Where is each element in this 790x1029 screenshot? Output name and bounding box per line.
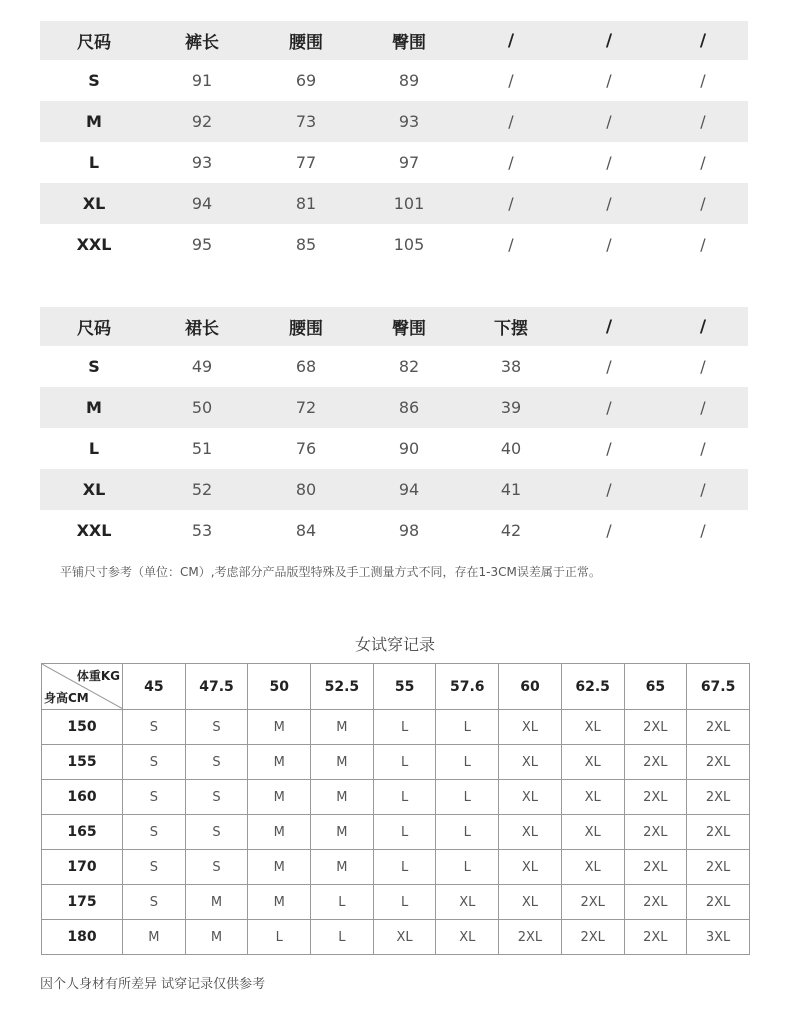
pants-value-cell: 105 xyxy=(393,235,425,254)
pants-value-cell: 77 xyxy=(295,153,317,172)
pants-size-cell: XXL xyxy=(76,235,112,254)
fit-size-cell: XL xyxy=(561,745,624,780)
skirt-value-cell: 53 xyxy=(191,521,213,540)
pants-header-row xyxy=(40,21,748,60)
fit-size-cell: L xyxy=(436,850,499,885)
skirt-size-table xyxy=(40,307,748,551)
fit-size-cell: 2XL xyxy=(499,920,562,955)
fit-size-cell: S xyxy=(185,815,248,850)
fit-record-row xyxy=(42,710,750,745)
fit-size-cell: M xyxy=(248,780,311,815)
fit-size-cell: L xyxy=(373,850,436,885)
fit-size-cell: 2XL xyxy=(624,885,687,920)
fit-record-header-row xyxy=(42,664,750,710)
fit-size-cell: XL xyxy=(499,780,562,815)
pants-value-cell: 95 xyxy=(191,235,213,254)
pants-size-cell: XL xyxy=(82,194,106,213)
fit-size-cell: M xyxy=(248,850,311,885)
pants-value-cell: / xyxy=(606,194,612,213)
fit-size-cell: S xyxy=(185,850,248,885)
pants-value-cell: / xyxy=(606,153,612,172)
pants-header-cell: 臀围 xyxy=(392,33,426,53)
fit-size-cell: L xyxy=(373,815,436,850)
pants-value-cell: 97 xyxy=(398,153,420,172)
fit-size-cell: XL xyxy=(499,745,562,780)
skirt-value-cell: / xyxy=(700,439,706,458)
skirt-value-cell: 52 xyxy=(191,480,213,499)
fit-size-cell: S xyxy=(123,850,186,885)
pants-header-cell: 裤长 xyxy=(185,33,219,53)
skirt-size-cell: XXL xyxy=(76,521,112,540)
fit-size-cell: L xyxy=(436,710,499,745)
skirt-row xyxy=(40,428,748,469)
skirt-header-cell: / xyxy=(605,316,613,337)
skirt-value-cell: / xyxy=(700,521,706,540)
pants-value-cell: 85 xyxy=(295,235,317,254)
fit-size-cell: XL xyxy=(499,850,562,885)
height-cell: 175 xyxy=(42,885,123,920)
fit-record-row xyxy=(42,885,750,920)
fit-size-cell: L xyxy=(436,745,499,780)
fit-size-cell: 2XL xyxy=(561,920,624,955)
skirt-value-cell: 50 xyxy=(191,398,213,417)
pants-row xyxy=(40,142,748,183)
pants-value-cell: 93 xyxy=(398,112,420,131)
fit-size-cell: 2XL xyxy=(624,815,687,850)
skirt-value-cell: 41 xyxy=(500,480,522,499)
pants-value-cell: / xyxy=(700,194,706,213)
pants-value-cell: / xyxy=(700,153,706,172)
weight-header-cell: 50 xyxy=(248,664,311,710)
pants-value-cell: 81 xyxy=(295,194,317,213)
height-cell: 155 xyxy=(42,745,123,780)
skirt-value-cell: / xyxy=(606,357,612,376)
skirt-header-cell: / xyxy=(699,316,707,337)
fit-size-cell: XL xyxy=(561,815,624,850)
skirt-value-cell: / xyxy=(606,480,612,499)
fit-size-cell: M xyxy=(123,920,186,955)
skirt-header-cell: 裙长 xyxy=(185,319,219,339)
fit-size-cell: M xyxy=(248,710,311,745)
pants-value-cell: 73 xyxy=(295,112,317,131)
weight-header-cell: 47.5 xyxy=(185,664,248,710)
skirt-row xyxy=(40,469,748,510)
fit-size-cell: 2XL xyxy=(687,815,750,850)
fit-size-cell: S xyxy=(123,815,186,850)
pants-value-cell: / xyxy=(606,235,612,254)
skirt-value-cell: / xyxy=(606,521,612,540)
pants-value-cell: / xyxy=(508,71,514,90)
fit-record-row xyxy=(42,745,750,780)
pants-size-cell: S xyxy=(88,71,100,90)
fit-size-cell: M xyxy=(185,920,248,955)
skirt-value-cell: 49 xyxy=(191,357,213,376)
height-cell: 160 xyxy=(42,780,123,815)
weight-header-cell: 57.6 xyxy=(436,664,499,710)
pants-value-cell: / xyxy=(700,71,706,90)
pants-value-cell: 89 xyxy=(398,71,420,90)
skirt-value-cell: 68 xyxy=(295,357,317,376)
skirt-size-cell: L xyxy=(88,439,100,458)
fit-size-cell: 2XL xyxy=(624,920,687,955)
pants-header-cell: / xyxy=(507,30,515,51)
skirt-value-cell: 40 xyxy=(500,439,522,458)
fit-size-cell: 2XL xyxy=(561,885,624,920)
height-cell: 165 xyxy=(42,815,123,850)
fit-size-cell: 2XL xyxy=(624,850,687,885)
pants-size-cell: M xyxy=(86,112,102,131)
pants-value-cell: / xyxy=(700,112,706,131)
weight-header-cell: 67.5 xyxy=(687,664,750,710)
pants-header-cell: 尺码 xyxy=(77,33,111,53)
fit-size-cell: XL xyxy=(561,780,624,815)
pants-value-cell: 101 xyxy=(393,194,425,213)
skirt-value-cell: 51 xyxy=(191,439,213,458)
fit-size-cell: XL xyxy=(436,920,499,955)
fit-size-cell: S xyxy=(123,885,186,920)
fit-size-cell: XL xyxy=(499,710,562,745)
weight-header-cell: 60 xyxy=(499,664,562,710)
weight-header-cell: 62.5 xyxy=(561,664,624,710)
pants-value-cell: / xyxy=(606,112,612,131)
skirt-value-cell: 38 xyxy=(500,357,522,376)
skirt-value-cell: / xyxy=(606,439,612,458)
fit-size-cell: 2XL xyxy=(687,780,750,815)
weight-header-cell: 65 xyxy=(624,664,687,710)
pants-value-cell: / xyxy=(508,235,514,254)
skirt-header-cell: 腰围 xyxy=(289,319,323,339)
fit-size-cell: L xyxy=(373,885,436,920)
fit-size-cell: L xyxy=(311,885,374,920)
fit-record-row xyxy=(42,850,750,885)
pants-value-cell: / xyxy=(700,235,706,254)
pants-value-cell: 94 xyxy=(191,194,213,213)
fit-record-row xyxy=(42,815,750,850)
skirt-value-cell: 90 xyxy=(398,439,420,458)
pants-header-cell: 腰围 xyxy=(289,33,323,53)
pants-row xyxy=(40,183,748,224)
pants-row xyxy=(40,101,748,142)
skirt-value-cell: 76 xyxy=(295,439,317,458)
fit-size-cell: XL xyxy=(561,850,624,885)
weight-header-cell: 52.5 xyxy=(311,664,374,710)
fit-size-cell: S xyxy=(185,780,248,815)
fit-size-cell: S xyxy=(185,710,248,745)
fit-size-cell: M xyxy=(311,710,374,745)
fit-size-cell: L xyxy=(373,745,436,780)
fit-size-cell: 2XL xyxy=(687,850,750,885)
skirt-value-cell: 39 xyxy=(500,398,522,417)
fit-size-cell: M xyxy=(311,815,374,850)
fit-size-cell: XL xyxy=(373,920,436,955)
fit-size-cell: XL xyxy=(436,885,499,920)
pants-size-cell: L xyxy=(88,153,100,172)
pants-value-cell: 91 xyxy=(191,71,213,90)
fit-size-cell: 2XL xyxy=(687,745,750,780)
skirt-row xyxy=(40,387,748,428)
fit-size-cell: L xyxy=(436,780,499,815)
fit-record-note: 因个人身材有所差异 试穿记录仅供参考 xyxy=(40,977,266,992)
skirt-value-cell: 86 xyxy=(398,398,420,417)
fit-record-row xyxy=(42,780,750,815)
skirt-value-cell: 94 xyxy=(398,480,420,499)
fit-size-cell: XL xyxy=(499,815,562,850)
skirt-size-cell: M xyxy=(86,398,102,417)
fit-size-cell: L xyxy=(248,920,311,955)
fit-size-cell: M xyxy=(248,885,311,920)
skirt-header-cell: 尺码 xyxy=(77,319,111,339)
skirt-row xyxy=(40,346,748,387)
fit-record-row xyxy=(42,920,750,955)
skirt-value-cell: / xyxy=(700,480,706,499)
fit-size-cell: 2XL xyxy=(624,710,687,745)
pants-value-cell: / xyxy=(508,112,514,131)
pants-value-cell: / xyxy=(508,153,514,172)
fit-size-cell: 2XL xyxy=(687,885,750,920)
fit-size-cell: XL xyxy=(561,710,624,745)
fit-size-cell: M xyxy=(311,850,374,885)
pants-row xyxy=(40,224,748,265)
pants-value-cell: 92 xyxy=(191,112,213,131)
weight-axis-label: 体重KG xyxy=(76,669,120,683)
fit-size-cell: S xyxy=(123,780,186,815)
pants-value-cell: 93 xyxy=(191,153,213,172)
corner-cell xyxy=(42,664,123,710)
height-cell: 170 xyxy=(42,850,123,885)
skirt-value-cell: 80 xyxy=(295,480,317,499)
skirt-value-cell: 98 xyxy=(398,521,420,540)
skirt-header-cell: 臀围 xyxy=(392,319,426,339)
skirt-size-cell: S xyxy=(88,357,100,376)
skirt-value-cell: 72 xyxy=(295,398,317,417)
skirt-size-cell: XL xyxy=(82,480,106,499)
pants-value-cell: / xyxy=(508,194,514,213)
fit-size-cell: L xyxy=(373,710,436,745)
pants-value-cell: / xyxy=(606,71,612,90)
fit-size-cell: XL xyxy=(499,885,562,920)
fit-size-cell: L xyxy=(436,815,499,850)
skirt-value-cell: / xyxy=(700,398,706,417)
measurement-note: 平铺尺寸参考（单位：CM）,考虑部分产品版型特殊及手工测量方式不同，存在1-3CM误差属于正常。 xyxy=(60,565,601,579)
height-cell: 150 xyxy=(42,710,123,745)
skirt-header-row xyxy=(40,307,748,346)
fit-size-cell: M xyxy=(311,745,374,780)
height-axis-label: 身高CM xyxy=(44,691,89,705)
fit-size-cell: S xyxy=(123,710,186,745)
fit-size-cell: M xyxy=(311,780,374,815)
skirt-value-cell: / xyxy=(700,357,706,376)
skirt-header-cell: 下摆 xyxy=(494,319,528,339)
fit-size-cell: 2XL xyxy=(624,780,687,815)
fit-size-cell: M xyxy=(185,885,248,920)
fit-size-cell: 2XL xyxy=(687,710,750,745)
fit-record-title: 女试穿记录 xyxy=(354,635,435,654)
skirt-value-cell: / xyxy=(606,398,612,417)
skirt-value-cell: 82 xyxy=(398,357,420,376)
pants-size-table xyxy=(40,21,748,265)
height-cell: 180 xyxy=(42,920,123,955)
fit-record-table xyxy=(41,663,750,955)
fit-size-cell: 2XL xyxy=(624,745,687,780)
pants-header-cell: / xyxy=(699,30,707,51)
pants-value-cell: 69 xyxy=(295,71,317,90)
fit-size-cell: M xyxy=(248,745,311,780)
weight-header-cell: 55 xyxy=(373,664,436,710)
fit-size-cell: 3XL xyxy=(687,920,750,955)
skirt-value-cell: 42 xyxy=(500,521,522,540)
fit-size-cell: M xyxy=(248,815,311,850)
skirt-row xyxy=(40,510,748,551)
pants-row xyxy=(40,60,748,101)
skirt-value-cell: 84 xyxy=(295,521,317,540)
fit-size-cell: S xyxy=(123,745,186,780)
fit-size-cell: L xyxy=(311,920,374,955)
weight-header-cell: 45 xyxy=(123,664,186,710)
pants-header-cell: / xyxy=(605,30,613,51)
fit-size-cell: L xyxy=(373,780,436,815)
fit-size-cell: S xyxy=(185,745,248,780)
